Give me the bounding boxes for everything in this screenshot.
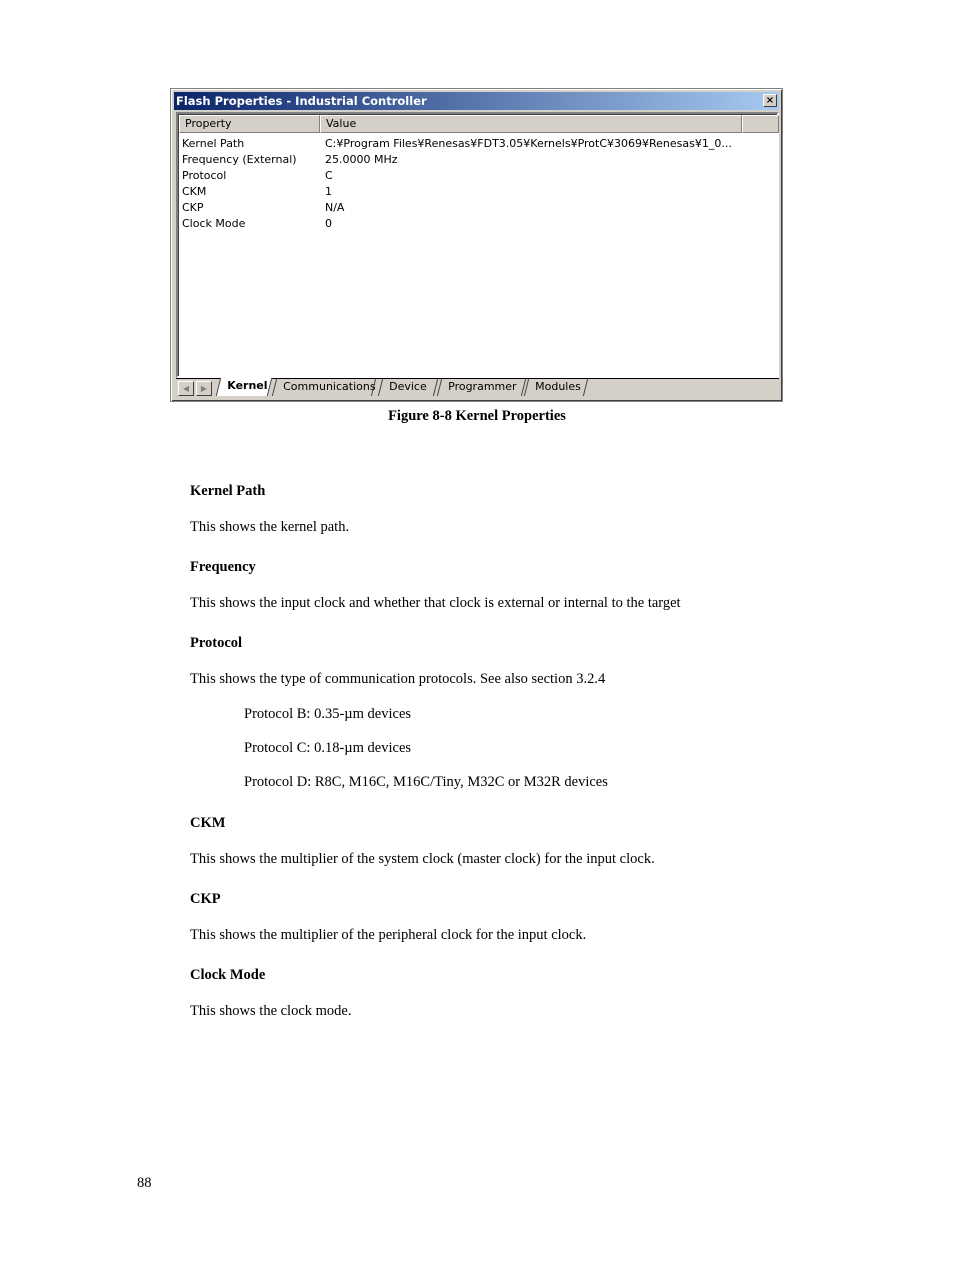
property-value: 1 <box>325 185 332 198</box>
property-value: 25.0000 MHz <box>325 153 398 166</box>
tab-programmer[interactable] <box>437 379 526 396</box>
heading-frequency: Frequency <box>190 559 256 575</box>
tab-scroll-right-icon[interactable]: ▶ <box>196 381 212 396</box>
list-row-protocol[interactable] <box>182 168 773 184</box>
paragraph-ckp: This shows the multiplier of the peripheral clock for the input clock. <box>190 927 587 943</box>
list-row-kernel-path[interactable] <box>182 136 773 152</box>
tab-strip <box>176 378 779 398</box>
paragraph-ckm: This shows the multiplier of the system clock (master clock) for the input clock. <box>190 851 655 867</box>
page-number: 88 <box>137 1175 152 1191</box>
tab-label: Communications <box>283 380 376 393</box>
close-icon[interactable]: × <box>763 94 777 107</box>
tab-label: Kernel <box>227 379 268 392</box>
window-titlebar <box>174 92 779 110</box>
list-row-ckp[interactable] <box>182 200 773 216</box>
property-name: Kernel Path <box>182 137 245 150</box>
heading-protocol: Protocol <box>190 635 243 651</box>
heading-kernel-path: Kernel Path <box>190 483 266 499</box>
property-name: Clock Mode <box>182 217 246 230</box>
tab-label: Device <box>389 380 427 393</box>
protocol-item-c: Protocol C: 0.18-µm devices <box>244 740 412 756</box>
property-value: C <box>325 169 333 182</box>
column-header-filler <box>742 115 779 133</box>
protocol-item-d: Protocol D: R8C, M16C, M16C/Tiny, M32C or M32R devices <box>244 774 608 790</box>
window-title: Flash Properties - Industrial Controller <box>176 94 427 108</box>
paragraph-clock-mode: This shows the clock mode. <box>190 1003 352 1019</box>
protocol-item-b: Protocol B: 0.35-µm devices <box>244 706 412 722</box>
flash-properties-window <box>170 88 783 402</box>
tab-modules[interactable] <box>524 379 588 396</box>
figure-caption: Figure 8-8 Kernel Properties <box>388 408 566 424</box>
column-header-value[interactable]: Value <box>320 115 742 133</box>
paragraph-kernel-path: This shows the kernel path. <box>190 519 350 535</box>
property-name: Frequency (External) <box>182 153 297 166</box>
tab-kernel[interactable] <box>216 378 272 396</box>
tab-device[interactable] <box>378 379 438 396</box>
properties-list <box>176 112 779 378</box>
property-name: CKM <box>182 185 207 198</box>
tab-label: Programmer <box>448 380 517 393</box>
list-row-frequency[interactable] <box>182 152 773 168</box>
list-rows <box>182 136 773 232</box>
property-value: N/A <box>325 201 345 214</box>
tab-scroll-left-icon[interactable]: ◀ <box>178 381 194 396</box>
paragraph-protocol: This shows the type of communication protocols. See also section 3.2.4 <box>190 671 606 687</box>
paragraph-frequency: This shows the input clock and whether that clock is external or internal to the target <box>190 595 681 611</box>
tab-communications[interactable] <box>272 379 376 396</box>
property-value: 0 <box>325 217 332 230</box>
heading-ckm: CKM <box>190 815 226 831</box>
column-header-property[interactable]: Property <box>179 115 320 133</box>
property-name: CKP <box>182 201 204 214</box>
property-name: Protocol <box>182 169 227 182</box>
tab-label: Modules <box>535 380 581 393</box>
list-row-ckm[interactable] <box>182 184 773 200</box>
list-header <box>179 115 777 133</box>
heading-ckp: CKP <box>190 891 221 907</box>
heading-clock-mode: Clock Mode <box>190 967 266 983</box>
property-value: C:¥Program Files¥Renesas¥FDT3.05¥Kernels¥ProtC¥3069¥Renesas¥1_0... <box>325 137 732 150</box>
list-row-clock-mode[interactable] <box>182 216 773 232</box>
